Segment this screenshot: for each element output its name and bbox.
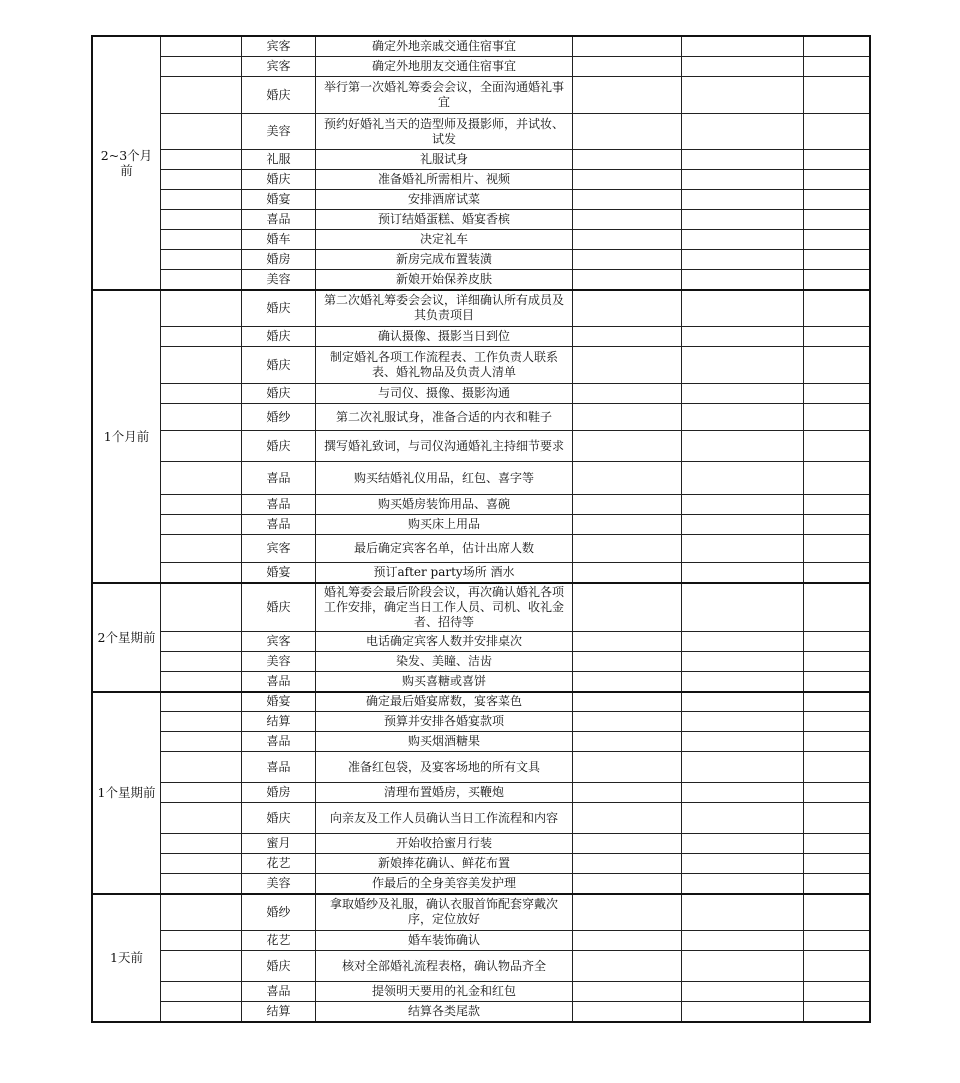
blank-cell <box>573 462 682 495</box>
blank-cell <box>161 462 242 495</box>
blank-cell <box>573 150 682 170</box>
blank-cell <box>573 652 682 672</box>
blank-cell <box>804 150 870 170</box>
category-cell: 结算 <box>242 1002 316 1022</box>
blank-cell <box>161 692 242 712</box>
table-row <box>93 951 870 982</box>
blank-cell <box>573 515 682 535</box>
blank-cell <box>161 404 242 431</box>
blank-cell <box>161 632 242 652</box>
table-row <box>93 982 870 1002</box>
task-cell: 预约好婚礼当天的造型师及摄影师，并试妆、试发 <box>316 114 573 150</box>
blank-cell <box>804 632 870 652</box>
blank-cell <box>804 431 870 462</box>
blank-cell <box>682 803 804 834</box>
blank-cell <box>573 834 682 854</box>
blank-cell <box>573 672 682 692</box>
blank-cell <box>804 404 870 431</box>
blank-cell <box>804 270 870 290</box>
blank-cell <box>682 114 804 150</box>
table-row <box>93 327 870 347</box>
blank-cell <box>804 290 870 327</box>
blank-cell <box>161 431 242 462</box>
blank-cell <box>804 250 870 270</box>
table-row <box>93 834 870 854</box>
blank-cell <box>804 384 870 404</box>
category-cell: 婚庆 <box>242 951 316 982</box>
blank-cell <box>682 462 804 495</box>
blank-cell <box>161 783 242 803</box>
category-cell: 婚房 <box>242 783 316 803</box>
blank-cell <box>804 982 870 1002</box>
blank-cell <box>161 327 242 347</box>
blank-cell <box>804 712 870 732</box>
blank-cell <box>573 230 682 250</box>
table-row <box>93 652 870 672</box>
table-row <box>93 57 870 77</box>
blank-cell <box>161 190 242 210</box>
table-row <box>93 77 870 114</box>
task-cell: 预订after party场所 酒水 <box>316 563 573 583</box>
task-cell: 与司仪、摄像、摄影沟通 <box>316 384 573 404</box>
blank-cell <box>161 854 242 874</box>
blank-cell <box>573 290 682 327</box>
task-cell: 撰写婚礼致词，与司仪沟通婚礼主持细节要求 <box>316 431 573 462</box>
category-cell: 婚庆 <box>242 77 316 114</box>
category-cell: 婚纱 <box>242 404 316 431</box>
category-cell: 花艺 <box>242 854 316 874</box>
task-cell: 确定外地亲戚交通住宿事宜 <box>316 37 573 57</box>
blank-cell <box>804 190 870 210</box>
blank-cell <box>682 77 804 114</box>
task-cell: 决定礼车 <box>316 230 573 250</box>
blank-cell <box>804 951 870 982</box>
blank-cell <box>804 732 870 752</box>
blank-cell <box>804 752 870 783</box>
blank-cell <box>682 270 804 290</box>
table-row <box>93 37 870 57</box>
category-cell: 美容 <box>242 114 316 150</box>
blank-cell <box>804 462 870 495</box>
task-cell: 第二次礼服试身，准备合适的内衣和鞋子 <box>316 404 573 431</box>
blank-cell <box>573 384 682 404</box>
blank-cell <box>804 563 870 583</box>
table-row <box>93 150 870 170</box>
task-cell: 新娘开始保养皮肤 <box>316 270 573 290</box>
task-cell: 准备婚礼所需相片、视频 <box>316 170 573 190</box>
table-row <box>93 170 870 190</box>
blank-cell <box>161 563 242 583</box>
category-cell: 婚纱 <box>242 894 316 931</box>
blank-cell <box>573 803 682 834</box>
category-cell: 婚庆 <box>242 290 316 327</box>
blank-cell <box>682 190 804 210</box>
blank-cell <box>161 210 242 230</box>
blank-cell <box>804 783 870 803</box>
blank-cell <box>682 1002 804 1022</box>
blank-cell <box>682 712 804 732</box>
blank-cell <box>161 170 242 190</box>
category-cell: 婚宴 <box>242 190 316 210</box>
period-cell: 2个星期前 <box>93 583 161 692</box>
category-cell: 美容 <box>242 874 316 894</box>
category-cell: 喜品 <box>242 732 316 752</box>
category-cell: 婚庆 <box>242 347 316 384</box>
table-row <box>93 931 870 951</box>
blank-cell <box>682 894 804 931</box>
blank-cell <box>573 692 682 712</box>
table-row <box>93 190 870 210</box>
task-cell: 举行第一次婚礼筹委会会议，全面沟通婚礼事宜 <box>316 77 573 114</box>
blank-cell <box>161 230 242 250</box>
blank-cell <box>161 894 242 931</box>
blank-cell <box>804 874 870 894</box>
blank-cell <box>573 951 682 982</box>
category-cell: 婚庆 <box>242 327 316 347</box>
blank-cell <box>682 732 804 752</box>
table-row <box>93 250 870 270</box>
blank-cell <box>682 632 804 652</box>
table-row <box>93 210 870 230</box>
task-cell: 拿取婚纱及礼服，确认衣服首饰配套穿戴次序，定位放好 <box>316 894 573 931</box>
blank-cell <box>682 652 804 672</box>
blank-cell <box>161 495 242 515</box>
blank-cell <box>573 347 682 384</box>
table-row <box>93 752 870 783</box>
blank-cell <box>573 250 682 270</box>
blank-cell <box>161 652 242 672</box>
task-cell: 提领明天要用的礼金和红包 <box>316 982 573 1002</box>
blank-cell <box>804 692 870 712</box>
category-cell: 婚庆 <box>242 583 316 632</box>
blank-cell <box>804 77 870 114</box>
blank-cell <box>161 515 242 535</box>
blank-cell <box>573 583 682 632</box>
category-cell: 喜品 <box>242 672 316 692</box>
table-row <box>93 672 870 692</box>
task-cell: 核对全部婚礼流程表格，确认物品齐全 <box>316 951 573 982</box>
blank-cell <box>161 535 242 563</box>
category-cell: 喜品 <box>242 495 316 515</box>
table-row <box>93 515 870 535</box>
blank-cell <box>573 1002 682 1022</box>
blank-cell <box>161 384 242 404</box>
table-row <box>93 894 870 931</box>
category-cell: 婚车 <box>242 230 316 250</box>
table-row <box>93 114 870 150</box>
blank-cell <box>682 982 804 1002</box>
blank-cell <box>573 535 682 563</box>
blank-cell <box>573 712 682 732</box>
blank-cell <box>804 803 870 834</box>
table-row <box>93 632 870 652</box>
task-cell: 电话确定宾客人数并安排桌次 <box>316 632 573 652</box>
task-cell: 第二次婚礼筹委会会议，详细确认所有成员及其负责项目 <box>316 290 573 327</box>
blank-cell <box>804 672 870 692</box>
blank-cell <box>573 732 682 752</box>
table-row <box>93 1002 870 1022</box>
category-cell: 婚宴 <box>242 692 316 712</box>
blank-cell <box>804 230 870 250</box>
blank-cell <box>161 37 242 57</box>
blank-cell <box>161 77 242 114</box>
category-cell: 宾客 <box>242 535 316 563</box>
blank-cell <box>682 752 804 783</box>
task-cell: 购买婚房装饰用品、喜碗 <box>316 495 573 515</box>
category-cell: 宾客 <box>242 37 316 57</box>
blank-cell <box>804 170 870 190</box>
category-cell: 喜品 <box>242 210 316 230</box>
blank-cell <box>804 854 870 874</box>
task-cell: 婚礼筹委会最后阶段会议，再次确认婚礼各项工作安排，确定当日工作人员、司机、收礼金者、招待等 <box>316 583 573 632</box>
task-cell: 结算各类尾款 <box>316 1002 573 1022</box>
blank-cell <box>161 250 242 270</box>
table-row <box>93 462 870 495</box>
category-cell: 婚庆 <box>242 170 316 190</box>
blank-cell <box>682 672 804 692</box>
blank-cell <box>573 114 682 150</box>
blank-cell <box>682 347 804 384</box>
task-cell: 婚车装饰确认 <box>316 931 573 951</box>
category-cell: 喜品 <box>242 515 316 535</box>
table-row <box>93 270 870 290</box>
task-cell: 购买喜糖或喜饼 <box>316 672 573 692</box>
blank-cell <box>682 583 804 632</box>
task-cell: 新房完成布置装潢 <box>316 250 573 270</box>
table-row <box>93 732 870 752</box>
blank-cell <box>682 692 804 712</box>
category-cell: 喜品 <box>242 462 316 495</box>
blank-cell <box>804 327 870 347</box>
blank-cell <box>682 951 804 982</box>
blank-cell <box>682 327 804 347</box>
blank-cell <box>573 57 682 77</box>
blank-cell <box>161 290 242 327</box>
task-cell: 购买结婚礼仪用品，红包、喜字等 <box>316 462 573 495</box>
category-cell: 美容 <box>242 652 316 672</box>
table-row <box>93 874 870 894</box>
blank-cell <box>682 37 804 57</box>
blank-cell <box>573 632 682 652</box>
blank-cell <box>804 535 870 563</box>
blank-cell <box>682 535 804 563</box>
blank-cell <box>682 150 804 170</box>
blank-cell <box>161 672 242 692</box>
blank-cell <box>161 931 242 951</box>
task-cell: 购买烟酒糖果 <box>316 732 573 752</box>
category-cell: 结算 <box>242 712 316 732</box>
category-cell: 婚庆 <box>242 384 316 404</box>
blank-cell <box>804 652 870 672</box>
blank-cell <box>573 563 682 583</box>
blank-cell <box>682 874 804 894</box>
table-row <box>93 384 870 404</box>
blank-cell <box>682 210 804 230</box>
blank-cell <box>161 1002 242 1022</box>
blank-cell <box>804 583 870 632</box>
table-body <box>93 37 870 1022</box>
category-cell: 喜品 <box>242 982 316 1002</box>
blank-cell <box>161 951 242 982</box>
blank-cell <box>573 894 682 931</box>
task-cell: 开始收拾蜜月行装 <box>316 834 573 854</box>
category-cell: 婚房 <box>242 250 316 270</box>
blank-cell <box>682 170 804 190</box>
table-row <box>93 347 870 384</box>
category-cell: 礼服 <box>242 150 316 170</box>
blank-cell <box>682 384 804 404</box>
blank-cell <box>682 230 804 250</box>
blank-cell <box>573 37 682 57</box>
blank-cell <box>161 712 242 732</box>
blank-cell <box>573 931 682 951</box>
blank-cell <box>573 495 682 515</box>
blank-cell <box>161 150 242 170</box>
category-cell: 婚宴 <box>242 563 316 583</box>
blank-cell <box>161 583 242 632</box>
blank-cell <box>804 834 870 854</box>
task-cell: 礼服试身 <box>316 150 573 170</box>
blank-cell <box>161 874 242 894</box>
blank-cell <box>804 37 870 57</box>
blank-cell <box>573 431 682 462</box>
table-row <box>93 783 870 803</box>
table-row <box>93 535 870 563</box>
blank-cell <box>804 894 870 931</box>
blank-cell <box>573 982 682 1002</box>
blank-cell <box>682 931 804 951</box>
task-cell: 确定最后婚宴席数，宴客菜色 <box>316 692 573 712</box>
blank-cell <box>161 270 242 290</box>
blank-cell <box>682 783 804 803</box>
blank-cell <box>682 854 804 874</box>
task-cell: 清理布置婚房，买鞭炮 <box>316 783 573 803</box>
blank-cell <box>682 563 804 583</box>
blank-cell <box>573 327 682 347</box>
table-row <box>93 290 870 327</box>
blank-cell <box>682 431 804 462</box>
task-cell: 染发、美瞳、洁齿 <box>316 652 573 672</box>
period-cell: 1天前 <box>93 894 161 1022</box>
blank-cell <box>804 495 870 515</box>
blank-cell <box>804 210 870 230</box>
period-cell: 1个星期前 <box>93 692 161 894</box>
blank-cell <box>573 854 682 874</box>
blank-cell <box>161 732 242 752</box>
blank-cell <box>804 114 870 150</box>
blank-cell <box>573 77 682 114</box>
blank-cell <box>682 290 804 327</box>
table-row <box>93 854 870 874</box>
table-row <box>93 431 870 462</box>
blank-cell <box>573 190 682 210</box>
task-cell: 购买床上用品 <box>316 515 573 535</box>
category-cell: 婚庆 <box>242 803 316 834</box>
category-cell: 宾客 <box>242 57 316 77</box>
blank-cell <box>682 495 804 515</box>
category-cell: 花艺 <box>242 931 316 951</box>
task-cell: 安排酒席试菜 <box>316 190 573 210</box>
blank-cell <box>804 931 870 951</box>
table-row <box>93 404 870 431</box>
table-row <box>93 583 870 632</box>
period-cell: 2~3个月前 <box>93 37 161 290</box>
blank-cell <box>573 752 682 783</box>
blank-cell <box>161 834 242 854</box>
task-cell: 确定外地朋友交通住宿事宜 <box>316 57 573 77</box>
blank-cell <box>573 874 682 894</box>
blank-cell <box>804 1002 870 1022</box>
task-cell: 制定婚礼各项工作流程表、工作负责人联系表、婚礼物品及负责人清单 <box>316 347 573 384</box>
task-cell: 预算并安排各婚宴款项 <box>316 712 573 732</box>
table-row <box>93 712 870 732</box>
blank-cell <box>161 347 242 384</box>
task-cell: 准备红包袋，及宴客场地的所有文具 <box>316 752 573 783</box>
blank-cell <box>682 834 804 854</box>
blank-cell <box>804 57 870 77</box>
blank-cell <box>682 250 804 270</box>
table-row <box>93 803 870 834</box>
blank-cell <box>573 270 682 290</box>
table-row <box>93 563 870 583</box>
blank-cell <box>161 752 242 783</box>
blank-cell <box>161 114 242 150</box>
blank-cell <box>161 803 242 834</box>
period-cell: 1个月前 <box>93 290 161 583</box>
category-cell: 蜜月 <box>242 834 316 854</box>
table-row <box>93 230 870 250</box>
blank-cell <box>573 404 682 431</box>
task-cell: 确认摄像、摄影当日到位 <box>316 327 573 347</box>
category-cell: 宾客 <box>242 632 316 652</box>
task-cell: 新娘捧花确认、鲜花布置 <box>316 854 573 874</box>
blank-cell <box>573 783 682 803</box>
table-row <box>93 692 870 712</box>
blank-cell <box>573 170 682 190</box>
wedding-planning-table <box>92 36 870 1022</box>
category-cell: 美容 <box>242 270 316 290</box>
task-cell: 向亲友及工作人员确认当日工作流程和内容 <box>316 803 573 834</box>
blank-cell <box>682 515 804 535</box>
blank-cell <box>161 982 242 1002</box>
blank-cell <box>804 347 870 384</box>
task-cell: 预订结婚蛋糕、婚宴香槟 <box>316 210 573 230</box>
blank-cell <box>682 57 804 77</box>
category-cell: 婚庆 <box>242 431 316 462</box>
task-cell: 最后确定宾客名单，估计出席人数 <box>316 535 573 563</box>
blank-cell <box>682 404 804 431</box>
table-row <box>93 495 870 515</box>
blank-cell <box>161 57 242 77</box>
blank-cell <box>804 515 870 535</box>
task-cell: 作最后的全身美容美发护理 <box>316 874 573 894</box>
category-cell: 喜品 <box>242 752 316 783</box>
blank-cell <box>573 210 682 230</box>
